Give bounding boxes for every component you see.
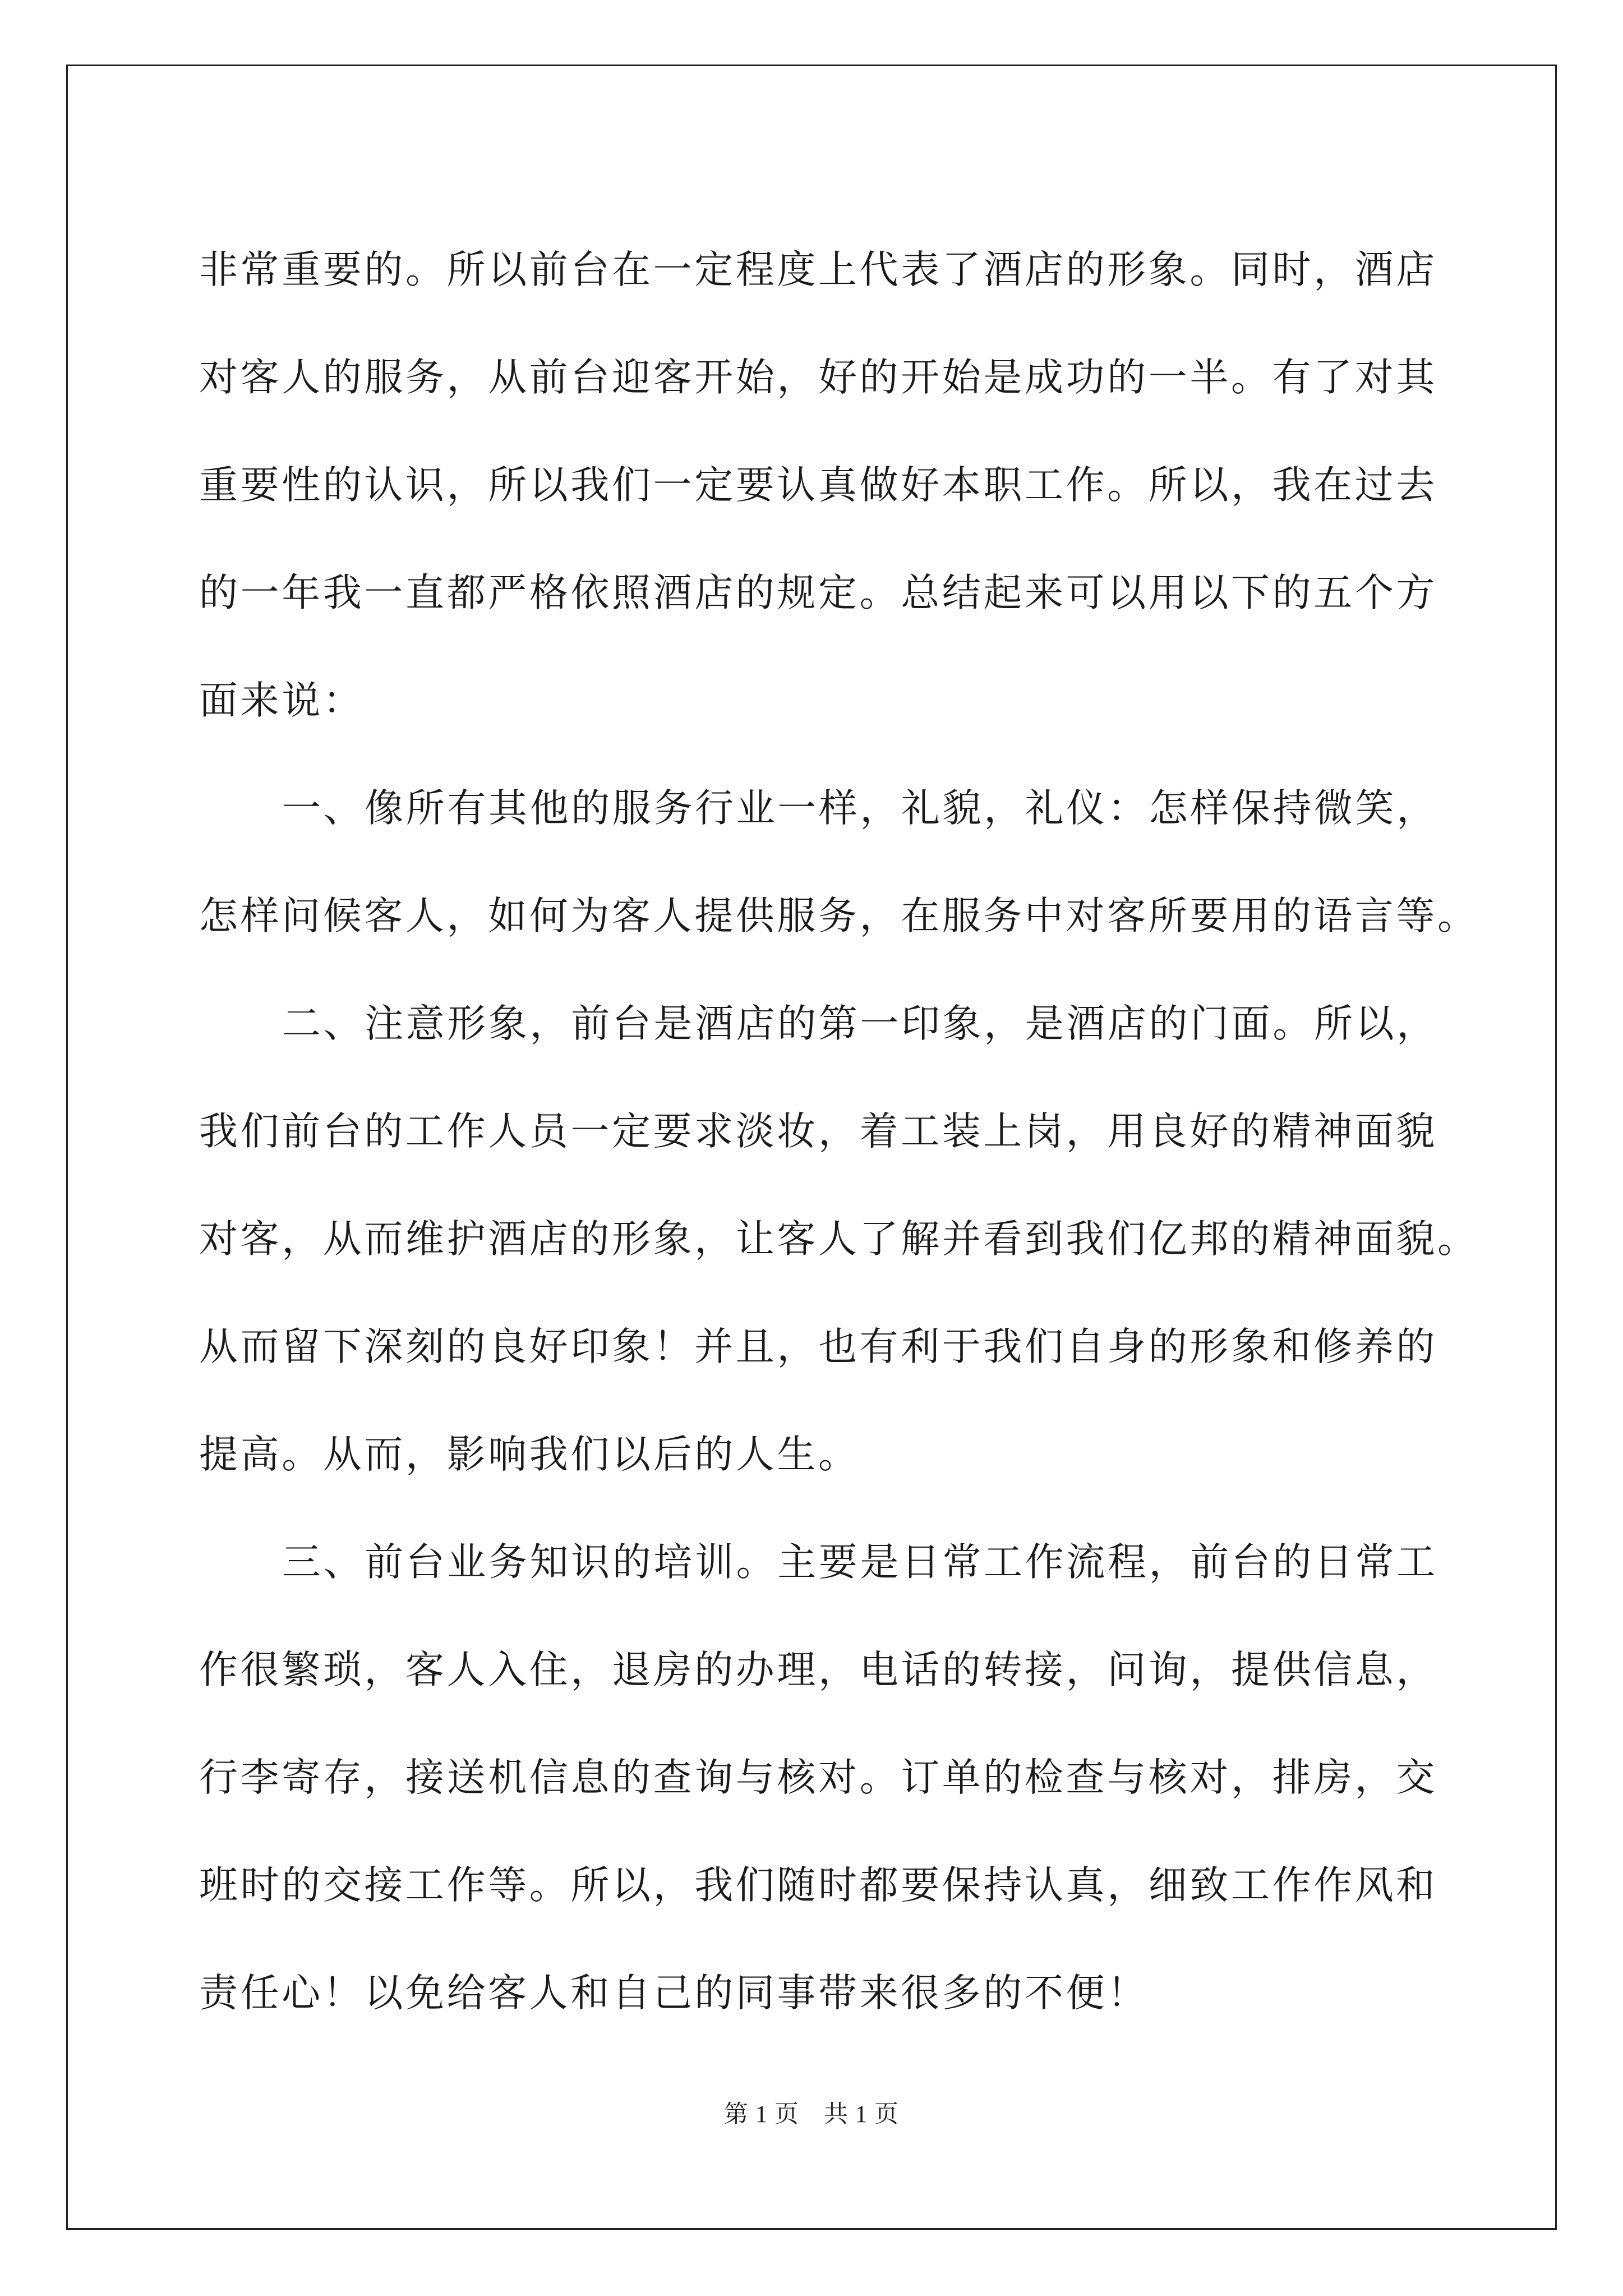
text-line: 非常重要的。所以前台在一定程度上代表了酒店的形象。同时，酒店 bbox=[199, 247, 1437, 292]
document-body bbox=[199, 216, 1479, 2047]
text-line: 重要性的认识，所以我们一定要认真做好本职工作。所以，我在过去 bbox=[199, 463, 1437, 508]
text-line: 责任心！以免给客人和自己的同事带来很多的不便！ bbox=[199, 1971, 1149, 2016]
text-line: 从而留下深刻的良好印象！并且，也有利于我们自身的形象和修养的 bbox=[199, 1324, 1437, 1369]
paragraph-start-line: 一、像所有其他的服务行业一样，礼貌，礼仪：怎样保持微笑， bbox=[282, 786, 1438, 831]
paragraph-start-line: 二、注意形象，前台是酒店的第一印象，是酒店的门面。所以， bbox=[282, 1001, 1438, 1046]
page-number-footer: 第 1 页 共 1 页 bbox=[724, 2101, 899, 2128]
text-line: 提高。从而，影响我们以后的人生。 bbox=[199, 1432, 860, 1477]
text-line: 行李寄存，接送机信息的查询与核对。订单的检查与核对，排房，交 bbox=[199, 1755, 1437, 1800]
text-line: 对客，从而维护酒店的形象，让客人了解并看到我们亿邦的精神面貌。 bbox=[199, 1217, 1479, 1262]
paragraph-start-line: 三、前台业务知识的培训。主要是日常工作流程，前台的日常工 bbox=[282, 1540, 1438, 1585]
text-line: 我们前台的工作人员一定要求淡妆，着工装上岗，用良好的精神面貌 bbox=[199, 1109, 1437, 1154]
text-line: 对客人的服务，从前台迎客开始，好的开始是成功的一半。有了对其 bbox=[199, 355, 1437, 400]
text-line: 班时的交接工作等。所以，我们随时都要保持认真，细致工作作风和 bbox=[199, 1863, 1437, 1908]
text-line: 面来说： bbox=[199, 678, 365, 723]
text-line: 怎样问候客人，如何为客人提供服务，在服务中对客所要用的语言等。 bbox=[199, 894, 1479, 938]
text-line: 作很繁琐，客人入住，退房的办理，电话的转接，问询，提供信息， bbox=[199, 1648, 1437, 1692]
text-line: 的一年我一直都严格依照酒店的规定。总结起来可以用以下的五个方 bbox=[199, 570, 1437, 615]
